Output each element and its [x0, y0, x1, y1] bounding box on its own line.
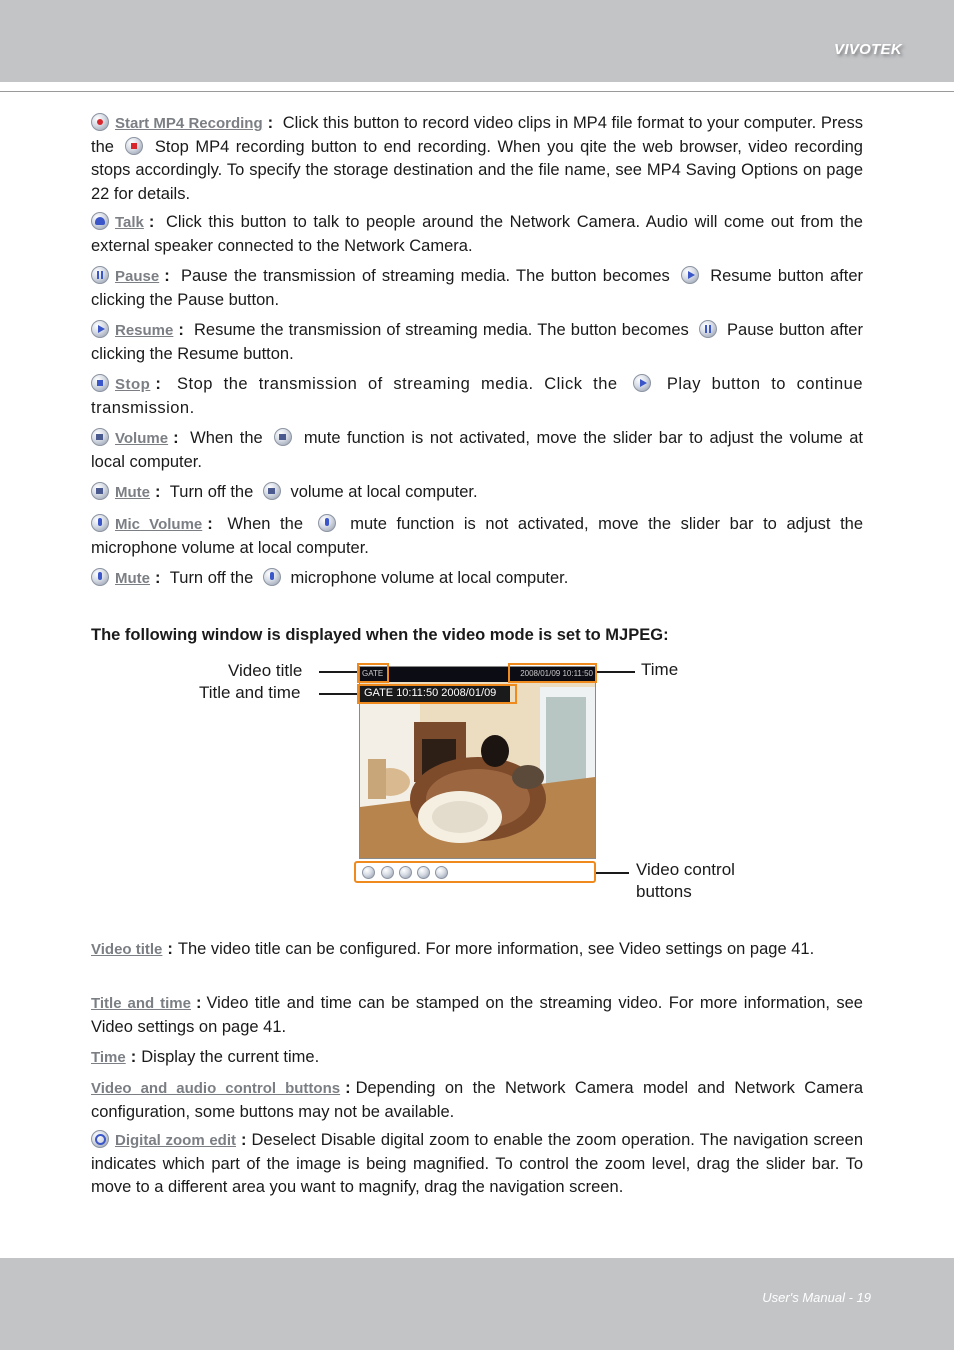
stop-record-icon	[125, 137, 143, 155]
page-footer	[0, 1258, 954, 1350]
term-talk: Talk	[115, 214, 144, 231]
mic-icon	[318, 514, 336, 532]
callout-line-title-time	[319, 693, 357, 695]
item-start-mp4-recording: Start MP4 Recording : Click this button to record video clips in MP4 file format to your computer. Press the Stop MP4 recording button to end recording. When you qite the web browser, video recording stops accordingly. To specify the storage destination and the file name, see MP4 Saving Options on page 22 for details.	[91, 114, 863, 203]
record-icon	[91, 113, 109, 131]
highlight-title-and-time	[357, 684, 517, 704]
item-talk: Talk : Click this button to talk to people around the Network Camera. Audio will come out from the external speaker connected to the Network Camera.	[91, 213, 863, 255]
mute-icon	[91, 482, 109, 500]
label-buttons: buttons	[636, 882, 692, 901]
video-control-bar	[354, 861, 596, 883]
speaker-icon	[274, 428, 292, 446]
item-pause: Pause : Pause the transmission of streaming media. The button becomes Resume button after clicking the Pause button.	[91, 267, 863, 309]
item-mute: Mute : Turn off the volume at local computer.	[91, 481, 863, 505]
term-resume: Resume	[115, 322, 174, 339]
pause-icon	[91, 266, 109, 284]
talk-button[interactable]	[399, 866, 412, 879]
video-title-text: GATE	[362, 669, 384, 678]
header-divider	[0, 91, 954, 92]
page-header	[0, 0, 954, 82]
term-time: Time	[91, 1049, 126, 1066]
zoom-button[interactable]	[362, 866, 375, 879]
label-video-control: Video control	[636, 860, 735, 879]
item-stop: Stop : Stop the transmission of streaming media. Click the Play button to continue transmission.	[91, 375, 863, 417]
item-mic-volume: Mic Volume : When the mute function is not activated, move the slider bar to adjust the microphone volume at local computer.	[91, 515, 864, 557]
label-video-title: Video title	[228, 661, 303, 680]
label-title-and-time: Title and time	[199, 683, 301, 702]
title-time-stamp: GATE 10:11:50 2008/01/09	[360, 685, 510, 702]
callout-line-controls	[594, 872, 629, 874]
mic-mute-icon	[91, 568, 109, 586]
def-digital-zoom-edit: Digital zoom edit : Deselect Disable digital zoom to enable the zoom operation. The navigation screen indicates which part of the image is being magnified. To control the zoom level, drag the slider bar. To move to a different area you want to magnify, drag the navigation screen.	[91, 1131, 864, 1196]
highlight-video-title	[357, 663, 389, 683]
section-subheading: The following window is displayed when the video mode is set to MJPEG:	[91, 626, 669, 644]
term-stop: Stop	[115, 376, 151, 393]
video-time-text: 2008/01/09 10:11:50	[520, 669, 593, 678]
def-time: Time : Display the current time.	[91, 1048, 320, 1066]
mic-button[interactable]	[435, 866, 448, 879]
term-start-mp4-recording: Start MP4 Recording	[115, 115, 263, 132]
mic-icon	[263, 568, 281, 586]
term-mute: Mute	[115, 484, 150, 501]
play-icon	[91, 320, 109, 338]
def-video-title: Video title : The video title can be configured. For more information, see Video settings on page 41.	[91, 940, 815, 958]
zoom-icon	[91, 1130, 109, 1148]
term-volume: Volume	[115, 430, 169, 447]
talk-icon	[91, 212, 109, 230]
volume-icon	[91, 428, 109, 446]
term-digital-zoom-edit: Digital zoom edit	[115, 1132, 237, 1149]
term-video-audio-control-buttons: Video and audio control buttons	[91, 1080, 341, 1097]
callout-line-video-title	[319, 671, 357, 673]
item-resume: Resume : Resume the transmission of streaming media. The button becomes Pause button after clicking the Resume button.	[91, 321, 863, 363]
def-title-and-time: Title and time : Video title and time can be stamped on the streaming video. For more information, see Video settings on page 41.	[91, 994, 863, 1036]
item-mic-mute: Mute : Turn off the microphone volume at local computer.	[91, 567, 863, 591]
term-title-and-time: Title and time	[91, 995, 191, 1012]
play-icon	[633, 374, 651, 392]
highlight-time	[508, 663, 597, 683]
callout-line-time	[597, 671, 635, 673]
term-pause: Pause	[115, 268, 160, 285]
label-time: Time	[641, 660, 679, 679]
term-mic-volume: Mic Volume	[115, 516, 203, 533]
pause-icon	[699, 320, 717, 338]
term-video-title: Video title	[91, 941, 163, 958]
term-mic-mute: Mute	[115, 570, 150, 587]
item-volume: Volume : When the mute function is not activated, move the slider bar to adjust the volume at local computer.	[91, 429, 863, 471]
speaker-icon	[263, 482, 281, 500]
stop-icon	[91, 374, 109, 392]
resume-icon	[681, 266, 699, 284]
record-button[interactable]	[381, 866, 394, 879]
brand-logo: VIVOTEK	[834, 41, 902, 58]
def-video-audio-control-buttons: Video and audio control buttons : Depending on the Network Camera model and Network Camera configuration, some buttons may not be available.	[91, 1079, 863, 1121]
volume-button[interactable]	[417, 866, 430, 879]
page-number: User's Manual - 19	[762, 1290, 871, 1305]
mic-icon	[91, 514, 109, 532]
